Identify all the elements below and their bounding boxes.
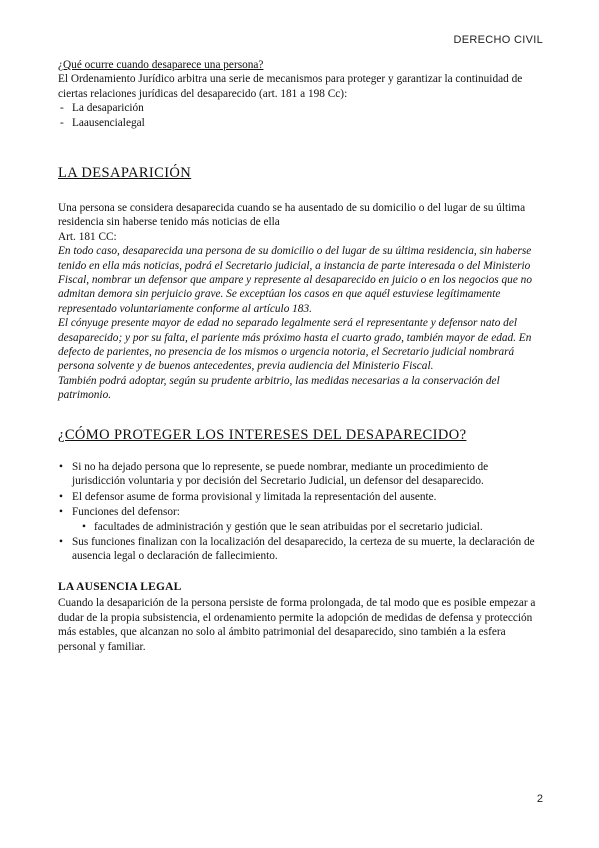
list-item: - Laausencialegal bbox=[58, 116, 542, 130]
intro-question: ¿Qué ocurre cuando desaparece una persona? bbox=[58, 59, 264, 71]
intro-list bbox=[58, 101, 542, 130]
section-desaparicion-body bbox=[58, 201, 542, 403]
definition-paragraph: Una persona se considera desaparecida cuando se ha ausentado de su domicilio o del lugar de su última residencia sin haberse tenido más noticias de ella bbox=[58, 202, 526, 229]
protection-bullets bbox=[58, 460, 542, 564]
intro-block bbox=[58, 58, 542, 130]
page-number: 2 bbox=[536, 793, 543, 805]
section-title-proteger: ¿CÓMO PROTEGER LOS INTERESES DEL DESAPARECIDO? bbox=[58, 427, 467, 443]
defender-functions-list bbox=[72, 520, 542, 534]
section-proteger-body bbox=[58, 460, 542, 565]
ausencia-legal-paragraph: Cuando la desaparición de la persona persiste de forma prolongada, de tal modo que es posible empezar a dudar de la propia subsistencia, el ordenamiento permite la adopción de medidas de defensa y protección más estables, que alcanzan no solo al ámbito patrimonial del desaparecido, sino también a la esfera personal y familiar. bbox=[58, 597, 536, 653]
list-item-text: Funciones del defensor: bbox=[72, 506, 180, 519]
article-paragraph: En todo caso, desaparecida una persona de su domicilio o del lugar de su última residencia, sin haberse tenido en ella más noticias, podrá el Secretario judicial, a instancia de parte interesada o del Ministerio Fiscal, nombrar un defensor que ampare y represente al desaparecido en juicio o en los negocios que no admitan demora sin perjuicio grave. Se exceptúan los casos en que aquél estuviese legítimamente representado voluntariamente conforme al artículo 183. bbox=[58, 245, 532, 315]
list-item: • Si no ha dejado persona que lo represente, se puede nombrar, mediante un procedimiento de jurisdicción voluntaria y por decisión del Secretario Judicial, un defensor del desaparecido. bbox=[58, 460, 542, 489]
article-paragraph: También podrá adoptar, según su prudente arbitrio, las medidas necesarias a la conservación del patrimonio. bbox=[58, 374, 500, 402]
article-paragraph: El cónyuge presente mayor de edad no separado legalmente será el representante y defensor nato del desaparecido; y por su falta, el pariente más próximo hasta el cuarto grado, también mayor de edad. En defecto de parientes, no presencia de los mismos o urgencia notoria, el Secretario judicial nombrará persona solvente y de buenos antecedentes, previa audiencia del Ministerio Fiscal. bbox=[58, 317, 532, 373]
list-item: • El defensor asume de forma provisional y limitada la representación del ausente. bbox=[58, 490, 542, 504]
list-item: - La desaparición bbox=[58, 101, 542, 115]
article-reference: Art. 181 CC: bbox=[58, 230, 117, 243]
page-header-subject: DERECHO CIVIL bbox=[453, 34, 543, 46]
ausencia-legal-block bbox=[58, 580, 542, 654]
sub-list-item: • facultades de administración y gestión que le sean atribuidas por el secretario judicial. bbox=[72, 520, 542, 534]
section-title-desaparicion: LA DESAPARICIÓN bbox=[58, 165, 192, 181]
list-item bbox=[58, 505, 542, 534]
subheading-ausencia-legal: LA AUSENCIA LEGAL bbox=[58, 581, 182, 593]
list-item: • Sus funciones finalizan con la localización del desaparecido, la certeza de su muerte, la declaración de ausencia legal o declaración de fallecimiento. bbox=[58, 535, 542, 564]
intro-paragraph: El Ordenamiento Jurídico arbitra una serie de mecanismos para proteger y garantizar la continuidad de ciertas relaciones jurídicas del desaparecido (art. 181 a 198 Cc): bbox=[58, 73, 523, 100]
